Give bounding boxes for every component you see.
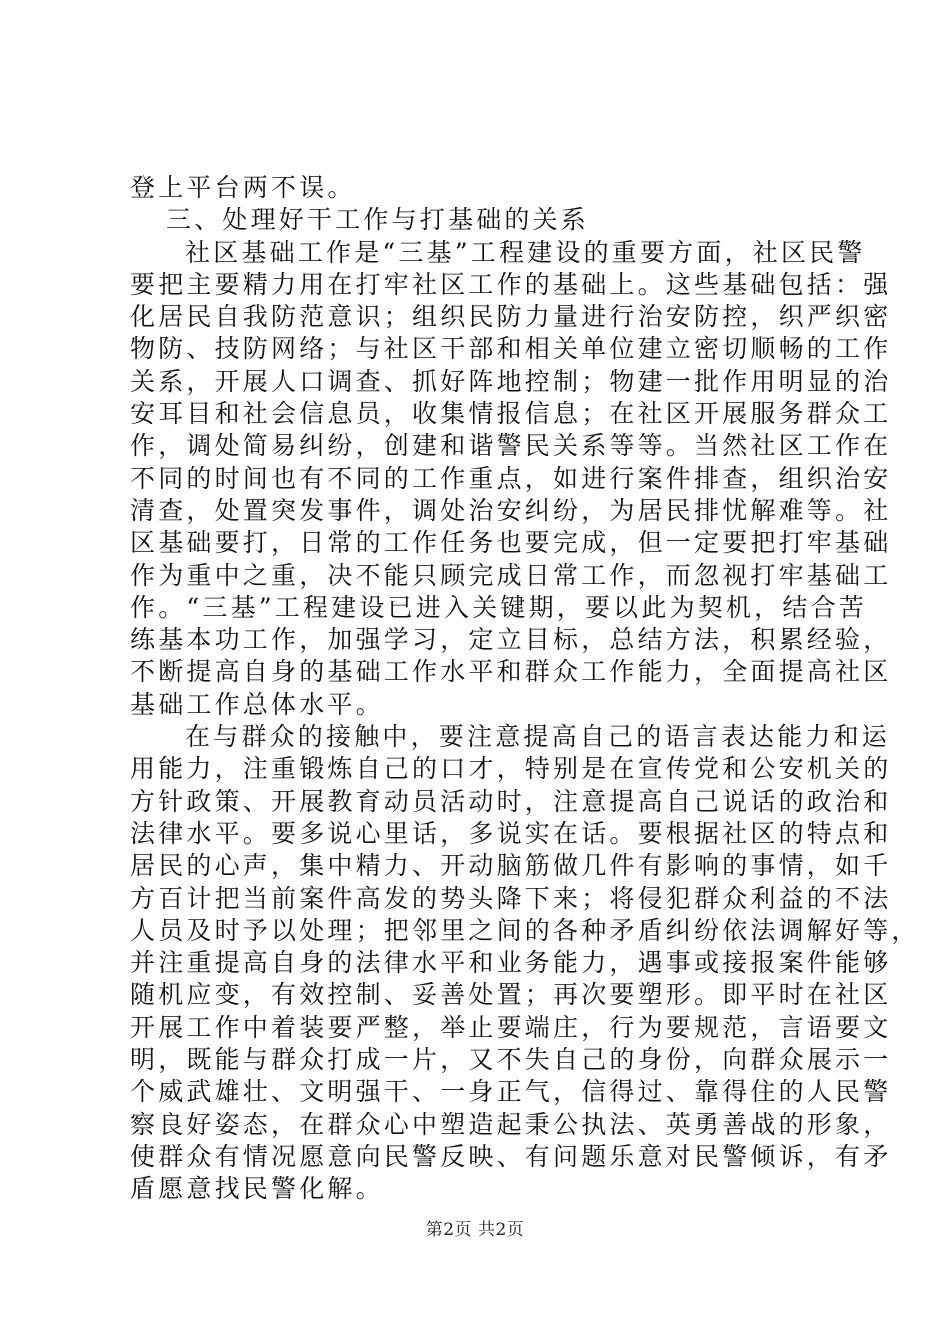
text-line: 练基本功工作，加强学习，定立目标，总结方法，积累经验， xyxy=(130,625,892,655)
text-line: 化居民自我防范意识；组织民防力量进行治安防控，织严织密 xyxy=(130,302,892,332)
text-line: 使群众有情况愿意向民警反映、有问题乐意对民警倾诉，有矛 xyxy=(130,1141,892,1171)
text-line: 个威武雄壮、文明强干、一身正气，信得过、靠得住的人民警 xyxy=(130,1077,892,1107)
text-line: 作。“三基”工程建设已进入关键期，要以此为契机，结合苦 xyxy=(130,592,867,622)
text-line: 用能力，注重锻炼自己的口才，特别是在宣传党和公安机关的 xyxy=(130,754,892,784)
text-line: 清查，处置突发事件，调处治安纠纷，为居民排忧解难等。社 xyxy=(130,495,892,525)
text-line: 不断提高自身的基础工作水平和群众工作能力，全面提高社区 xyxy=(130,657,892,687)
text-line: 基础工作总体水平。 xyxy=(130,689,384,719)
text-line: 察良好姿态，在群众心中塑造起秉公执法、英勇善战的形象， xyxy=(130,1109,892,1139)
text-line: 作为重中之重，决不能只顾完成日常工作，而忽视打牢基础工 xyxy=(130,560,892,590)
page-footer: 第2页 共2页 xyxy=(425,1220,525,1240)
text-line: 开展工作中着装要严整，举止要端庄，行为要规范，言语要文 xyxy=(130,1012,892,1042)
text-line: 关系，开展人口调查、抓好阵地控制；物建一批作用明显的治 xyxy=(130,366,892,396)
text-line: 并注重提高自身的法律水平和业务能力，遇事或接报案件能够 xyxy=(130,948,892,978)
text-line: 方针政策、开展教育动员活动时，注意提高自己说话的政治和 xyxy=(130,786,892,816)
document-body xyxy=(130,172,920,1206)
text-line: 作，调处简易纠纷，创建和谐警民关系等等。当然社区工作在 xyxy=(130,431,892,461)
text-line: 物防、技防网络；与社区干部和相关单位建立密切顺畅的工作 xyxy=(130,334,892,364)
text-line: 法律水平。要多说心里话，多说实在话。要根据社区的特点和 xyxy=(130,818,892,848)
text-line: 安耳目和社会信息员，收集情报信息；在社区开展服务群众工 xyxy=(130,399,892,429)
text-line: 登上平台两不误。 xyxy=(130,173,356,202)
text-line: 区基础要打，日常的工作任务也要完成，但一定要把打牢基础 xyxy=(130,528,892,558)
text-line: 在与群众的接触中，要注意提高自己的语言表达能力和运 xyxy=(185,722,891,752)
text-line: 要把主要精力用在打牢社区工作的基础上。这些基础包括：强 xyxy=(130,269,892,299)
text-line: 居民的心声，集中精力、开动脑筋做几件有影响的事情，如千 xyxy=(130,851,892,881)
text-line: 人员及时予以处理；把邻里之间的各种矛盾纠纷依法调解好等， xyxy=(130,915,920,945)
text-line: 随机应变，有效控制、妥善处置；再次要塑形。即平时在社区 xyxy=(130,980,892,1010)
text-line: 明，既能与群众打成一片，又不失自己的身份，向群众展示一 xyxy=(130,1045,892,1075)
section-heading: 三、处理好干工作与打基础的关系 xyxy=(166,205,590,235)
text-line: 社区基础工作是“三基”工程建设的重要方面，社区民警 xyxy=(185,237,866,267)
text-line: 方百计把当前案件高发的势头降下来；将侵犯群众利益的不法 xyxy=(130,883,892,913)
text-line: 不同的时间也有不同的工作重点，如进行案件排查，组织治安 xyxy=(130,463,892,493)
text-line: 盾愿意找民警化解。 xyxy=(130,1174,384,1204)
